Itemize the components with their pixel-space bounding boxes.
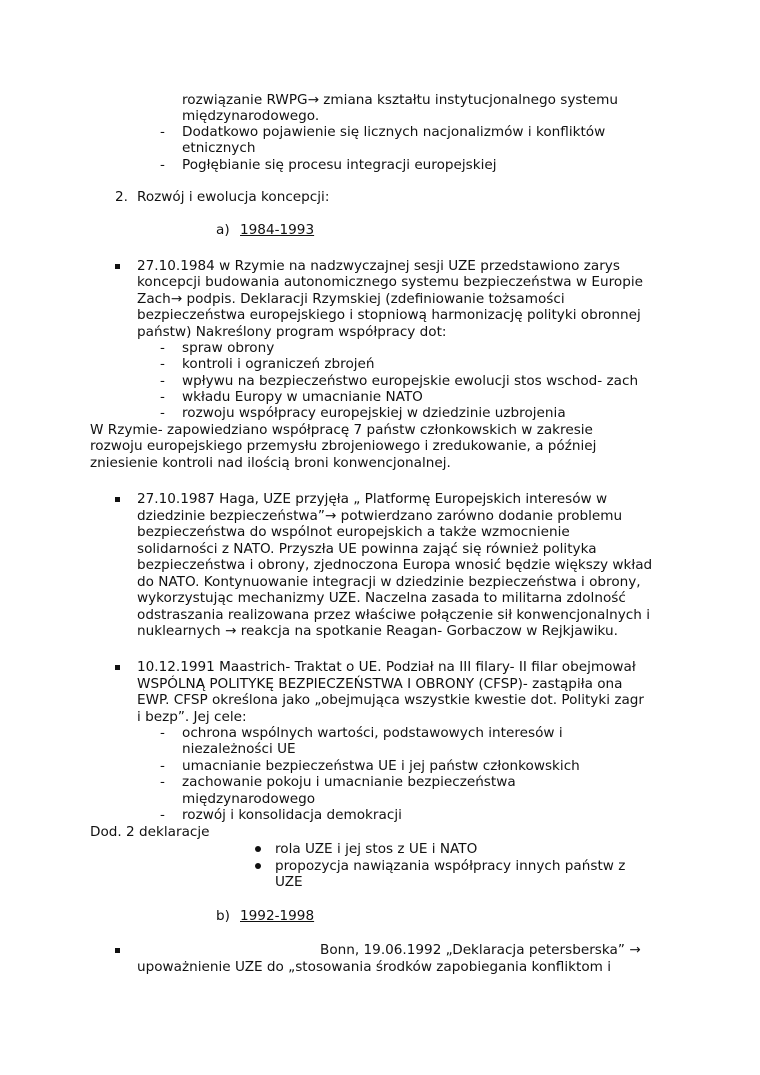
list-item: rozwój i konsolidacja demokracji: [182, 807, 402, 823]
round-bullet-icon: [255, 846, 261, 852]
dash-marker: -: [160, 807, 165, 823]
intro-item: etnicznych: [182, 140, 256, 156]
bullet-line: Bonn, 19.06.1992 „Deklaracja petersberska” →: [320, 942, 641, 958]
bullet-line: EWP. CFSP określona jako „obejmująca wszystkie kwestie dot. Polityki zagr: [137, 692, 645, 708]
bullet-line: bezpieczeństwa do wspólnot europejskich a także wzmocnienie: [137, 524, 570, 540]
dash-marker: -: [160, 356, 165, 372]
dash-marker: -: [160, 774, 165, 790]
bullet-line: państw) Nakreślony program współpracy dot:: [137, 324, 447, 340]
square-bullet-icon: [115, 497, 120, 502]
bullet-line: bezpieczeństwa europejskiego i stopniową harmonizację polityki obronnej: [137, 307, 641, 323]
intro-item: Pogłębianie się procesu integracji europejskiej: [182, 157, 497, 173]
list-item: spraw obrony: [182, 340, 275, 356]
bullet-line: dziedzinie bezpieczeństwa”→ potwierdzano zarówno dodanie problemu: [137, 508, 623, 524]
list-item: wkładu Europy w umacnianie NATO: [182, 389, 423, 405]
dash-marker: -: [160, 124, 165, 140]
dash-marker: -: [160, 340, 165, 356]
list-item: kontroli i ograniczeń zbrojeń: [182, 356, 375, 372]
square-bullet-icon: [115, 665, 120, 670]
intro-line: rozwiązanie RWPG→ zmiana kształtu instytucjonalnego systemu: [182, 92, 619, 108]
paragraph-line: W Rzymie- zapowiedziano współpracę 7 państw członkowskich w zakresie: [90, 422, 593, 438]
dash-marker: -: [160, 389, 165, 405]
list-item: UZE: [275, 874, 303, 890]
dash-marker: -: [160, 405, 165, 421]
bullet-line: upoważnienie UZE do „stosowania środków zapobiegania konfliktom i: [137, 959, 612, 975]
bullet-line: 27.10.1987 Haga, UZE przyjęła „ Platformę Europejskich interesów w: [137, 491, 608, 507]
bullet-line: odstraszania realizowana przez właściwe połączenie sił konwencjonalnych i: [137, 607, 650, 623]
paragraph-line: rozwoju europejskiego przemysłu zbrojeniowego i zredukowanie, a później: [90, 438, 597, 454]
section-title: Rozwój i ewolucja koncepcji:: [137, 189, 330, 205]
subsection-label: b): [216, 908, 230, 924]
list-item: propozycja nawiązania współpracy innych państw z: [275, 858, 626, 874]
bullet-line: solidarności z NATO. Przyszła UE powinna zająć się również polityka: [137, 541, 597, 557]
round-bullet-icon: [255, 863, 261, 869]
subsection-title: 1984-1993: [240, 222, 315, 238]
section-number: 2.: [115, 189, 128, 205]
list-item: międzynarodowego: [182, 791, 316, 807]
subsection-label: a): [216, 222, 230, 238]
dash-marker: -: [160, 725, 165, 741]
dash-marker: -: [160, 373, 165, 389]
dash-marker: -: [160, 157, 165, 173]
list-item: rola UZE i jej stos z UE i NATO: [275, 841, 478, 857]
list-item: niezależności UE: [182, 741, 296, 757]
bullet-line: Zach→ podpis. Deklaracji Rzymskiej (zdefiniowanie tożsamości: [137, 291, 565, 307]
dash-marker: -: [160, 758, 165, 774]
bullet-line: do NATO. Kontynuowanie integracji w dziedzinie bezpieczeństwa i obrony,: [137, 574, 641, 590]
intro-line: międzynarodowego.: [182, 108, 320, 124]
subsection-title: 1992-1998: [240, 908, 315, 924]
bullet-line: koncepcji budowania autonomicznego systemu bezpieczeństwa w Europie: [137, 274, 643, 290]
square-bullet-icon: [115, 948, 120, 953]
bullet-line: nuklearnych → reakcja na spotkanie Reagan- Gorbaczow w Rejkjawiku.: [137, 623, 618, 639]
bullet-line: WSPÓLNĄ POLITYKĘ BEZPIECZEŃSTWA I OBRONY (CFSP)- zastąpiła ona: [137, 676, 623, 692]
bullet-line: wykorzystując mechanizmy UZE. Naczelna zasada to militarna zdolność: [137, 590, 626, 606]
bullet-line: 10.12.1991 Maastrich- Traktat o UE. Podział na III filary- II filar obejmował: [137, 659, 636, 675]
bullet-line: i bezp”. Jej cele:: [137, 709, 247, 725]
dod-label: Dod. 2 deklaracje: [90, 824, 210, 840]
list-item: umacnianie bezpieczeństwa UE i jej państw członkowskich: [182, 758, 580, 774]
paragraph-line: zniesienie kontroli nad ilością broni konwencjonalnej.: [90, 455, 451, 471]
bullet-line: bezpieczeństwa i obrony, zjednoczona Europa wnosić będzie większy wkład: [137, 557, 653, 573]
list-item: zachowanie pokoju i umacnianie bezpieczeństwa: [182, 774, 516, 790]
list-item: ochrona wspólnych wartości, podstawowych interesów i: [182, 725, 563, 741]
square-bullet-icon: [115, 264, 120, 269]
bullet-line: 27.10.1984 w Rzymie na nadzwyczajnej sesji UZE przedstawiono zarys: [137, 258, 620, 274]
list-item: rozwoju współpracy europejskiej w dziedzinie uzbrojenia: [182, 405, 566, 421]
intro-item: Dodatkowo pojawienie się licznych nacjonalizmów i konfliktów: [182, 124, 606, 140]
list-item: wpływu na bezpieczeństwo europejskie ewolucji stos wschod- zach: [182, 373, 639, 389]
